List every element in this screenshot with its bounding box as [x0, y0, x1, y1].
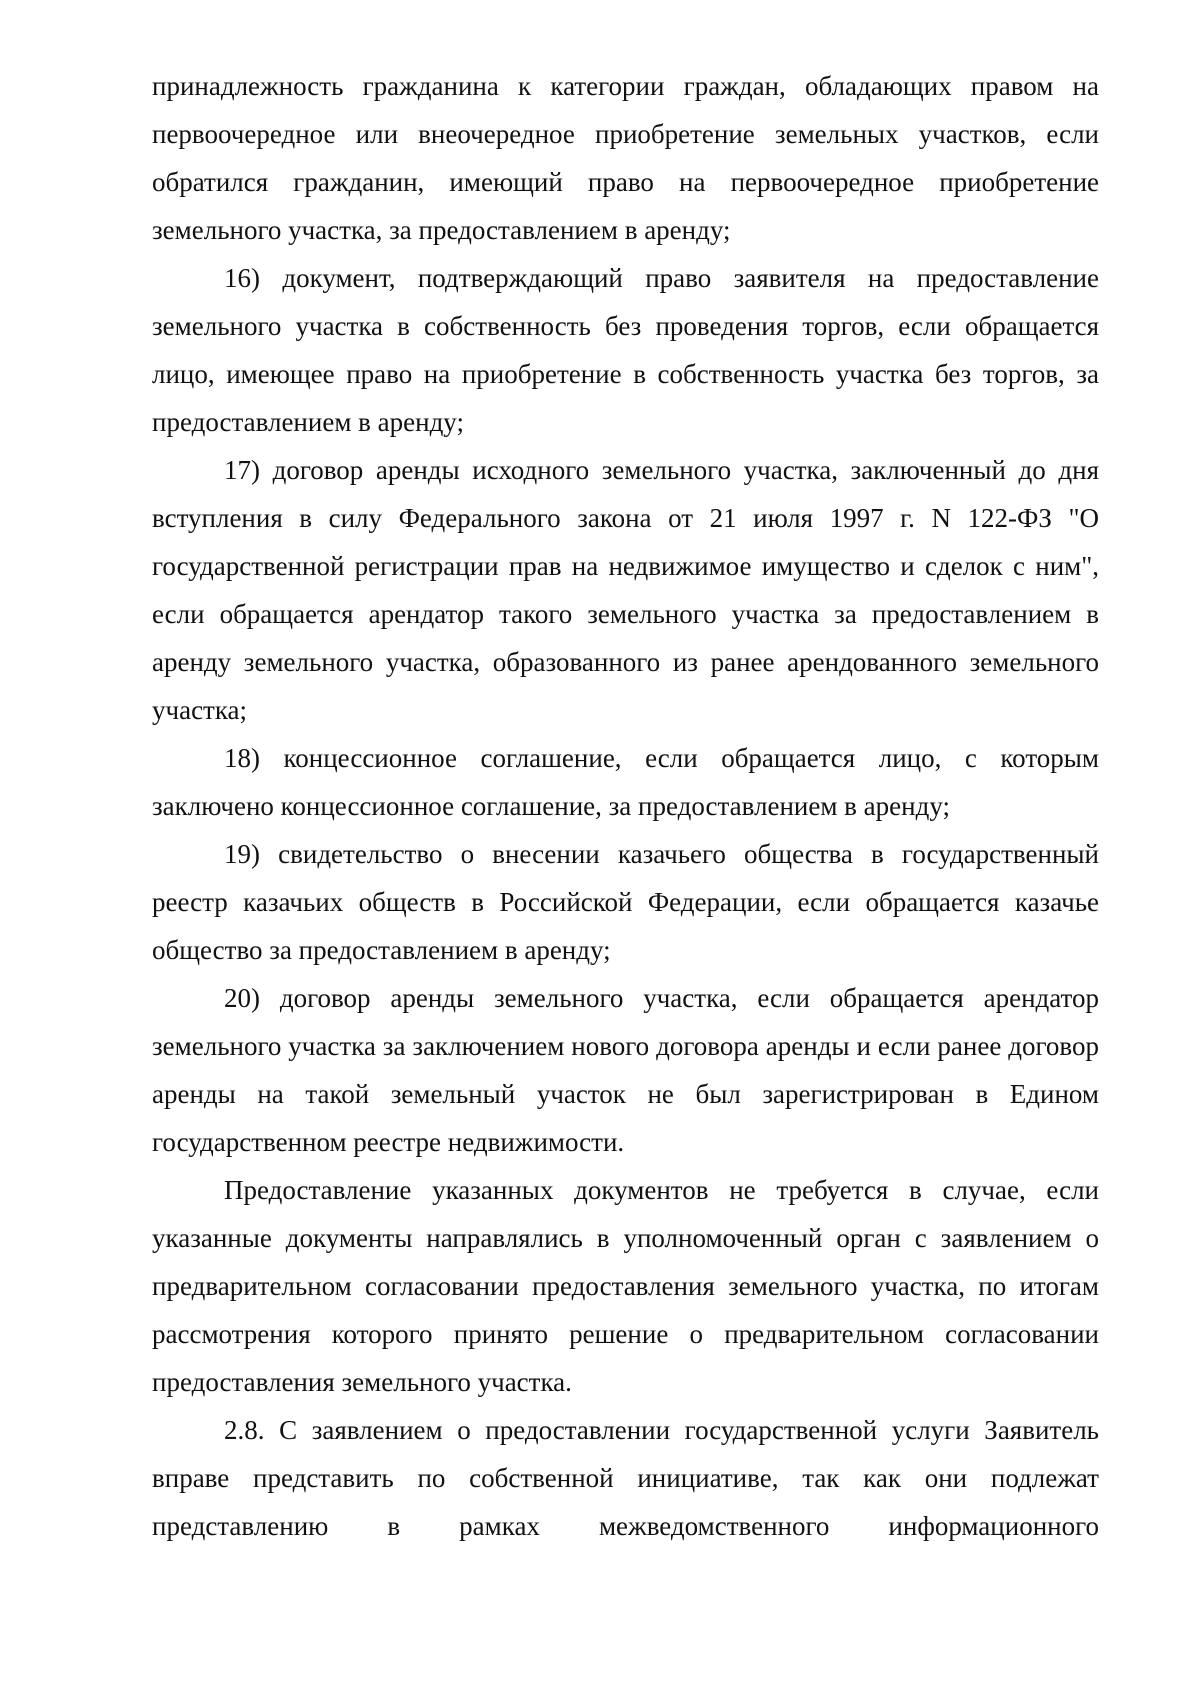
paragraph-note: Предоставление указанных документов не требуется в случае, если указанные документы направлялись в уполномоченный орган с заявлением о предварительном согласовании предоставления земельного участка, по итогам рассмотрения которого принято решение о предварительном согласовании предоставления земельного участка. — [152, 1175, 1099, 1397]
paragraph-item-16: 16) документ, подтверждающий право заявителя на предоставление земельного участка в собственность без проведения торгов, если обращается лицо, имеющее право на приобретение в собственность участка без торгов, за предоставлением в аренду; — [152, 263, 1099, 437]
paragraph-item-19: 19) свидетельство о внесении казачьего общества в государственный реестр казачьих обществ в Российской Федерации, если обращается казачье общество за предоставлением в аренду; — [152, 839, 1099, 965]
paragraph-continuation: принадлежность гражданина к категории граждан, обладающих правом на первоочередное или внеочередное приобретение земельных участков, если обратился гражданин, имеющий право на первоочередное приобретение земельного участка, за предоставлением в аренду; — [152, 71, 1099, 245]
paragraph-section-2-8: 2.8. С заявлением о предоставлении государственной услуги Заявитель вправе представить по собственной инициативе, так как они подлежат представлению в рамках межведомственного информационного — [152, 1415, 1099, 1541]
paragraph-item-18: 18) концессионное соглашение, если обращается лицо, с которым заключено концессионное соглашение, за предоставлением в аренду; — [152, 743, 1099, 821]
paragraph-item-17: 17) договор аренды исходного земельного участка, заключенный до дня вступления в силу Федерального закона от 21 июля 1997 г. N 122-ФЗ "О государственной регистрации прав на недвижимое имущество и сделок с ним", если обращается арендатор такого земельного участка за предоставлением в аренду земельного участка, образованного из ранее арендованного земельного участка; — [152, 455, 1099, 725]
paragraph-item-20: 20) договор аренды земельного участка, если обращается арендатор земельного участка за заключением нового договора аренды и если ранее договор аренды на такой земельный участок не был зарегистрирован в Едином государственном реестре недвижимости. — [152, 983, 1099, 1157]
document-body — [152, 62, 1099, 1550]
